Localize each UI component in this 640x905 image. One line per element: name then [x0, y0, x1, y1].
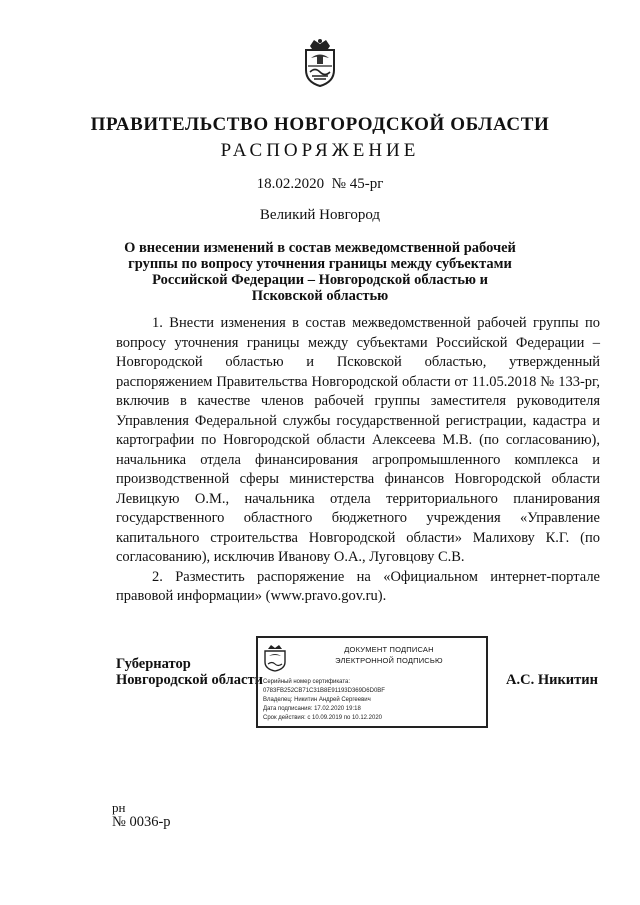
stamp-title-line-2: ЭЛЕКТРОННОЙ ПОДПИСЬЮ	[335, 656, 443, 665]
signatory-position	[116, 656, 263, 688]
coat-of-arms-icon	[262, 644, 288, 672]
stamp-title-line-1: ДОКУМЕНТ ПОДПИСАН	[344, 645, 434, 654]
electronic-signature-stamp	[256, 636, 488, 728]
paragraph-1: 1. Внести изменения в состав межведомственной рабочей группы по вопросу уточнения границы между субъектами Российской Федерации – Новгородской областью и Псковской областью, утвержденный распоряжением Правительства Новгородской области от 11.05.2018 № 133-рг, включив в качестве членов рабочей группы заместителя руководителя Управления Федеральной службы государственной регистрации, кадастра и картографии по Новгородской области Алексеева М.В. (по согласованию), начальника отдела финансирования агропромышленного комплекса и производственной сферы министерства финансов Новгородской области Левицкую О.М., начальника отдела территориального планирования государственного областного бюджетного учреждения «Управление капитального строительства Новгородской области» Малихову К.Г. (по согласованию), исключив Иванову О.А., Луговцову С.В.	[116, 315, 600, 565]
registration-number: № 0036-р	[112, 814, 171, 830]
document-subject: О внесении изменений в состав межведомственной рабочей группы по вопросу уточнения границы между субъектами Российской Федерации – Новгородской областью и Псковской областью	[124, 240, 516, 304]
stamp-details	[263, 678, 485, 723]
signer-name: А.С. Никитин	[506, 672, 598, 688]
paragraph-2: 2. Разместить распоряжение на «Официальном интернет-портале правовой информации» (www.pravo.gov.ru).	[116, 568, 600, 604]
document-type: РАСПОРЯЖЕНИЕ	[220, 140, 420, 161]
certificate-validity: Срок действия: с 10.09.2019 по 10.12.2020	[263, 715, 383, 721]
date-number-line	[0, 176, 640, 193]
city: Великий Новгород	[259, 207, 381, 223]
government-title: ПРАВИТЕЛЬСТВО НОВГОРОДСКОЙ ОБЛАСТИ	[90, 114, 550, 135]
position-line-1: Губернатор	[116, 656, 191, 672]
certificate-serial-label: Серийный номер сертификата:	[263, 679, 351, 685]
stamp-title	[294, 644, 484, 666]
document-body	[116, 314, 600, 607]
novgorod-coat-of-arms-icon	[300, 36, 340, 88]
number-sign: №	[331, 176, 346, 192]
position-line-2: Новгородской области	[116, 672, 263, 688]
signing-date: Дата подписания: 17.02.2020 19:18	[263, 706, 361, 712]
document-date: 18.02.2020	[256, 176, 325, 192]
registration-initials: рн	[112, 800, 126, 815]
certificate-serial: 0783FB252CB71C31B8E91193D369D6D0BF	[263, 688, 385, 694]
certificate-owner: Владелец: Никитин Андрей Сергеевич	[263, 697, 371, 703]
document-number: 45-рг	[349, 176, 384, 192]
registration-mark	[112, 800, 171, 830]
